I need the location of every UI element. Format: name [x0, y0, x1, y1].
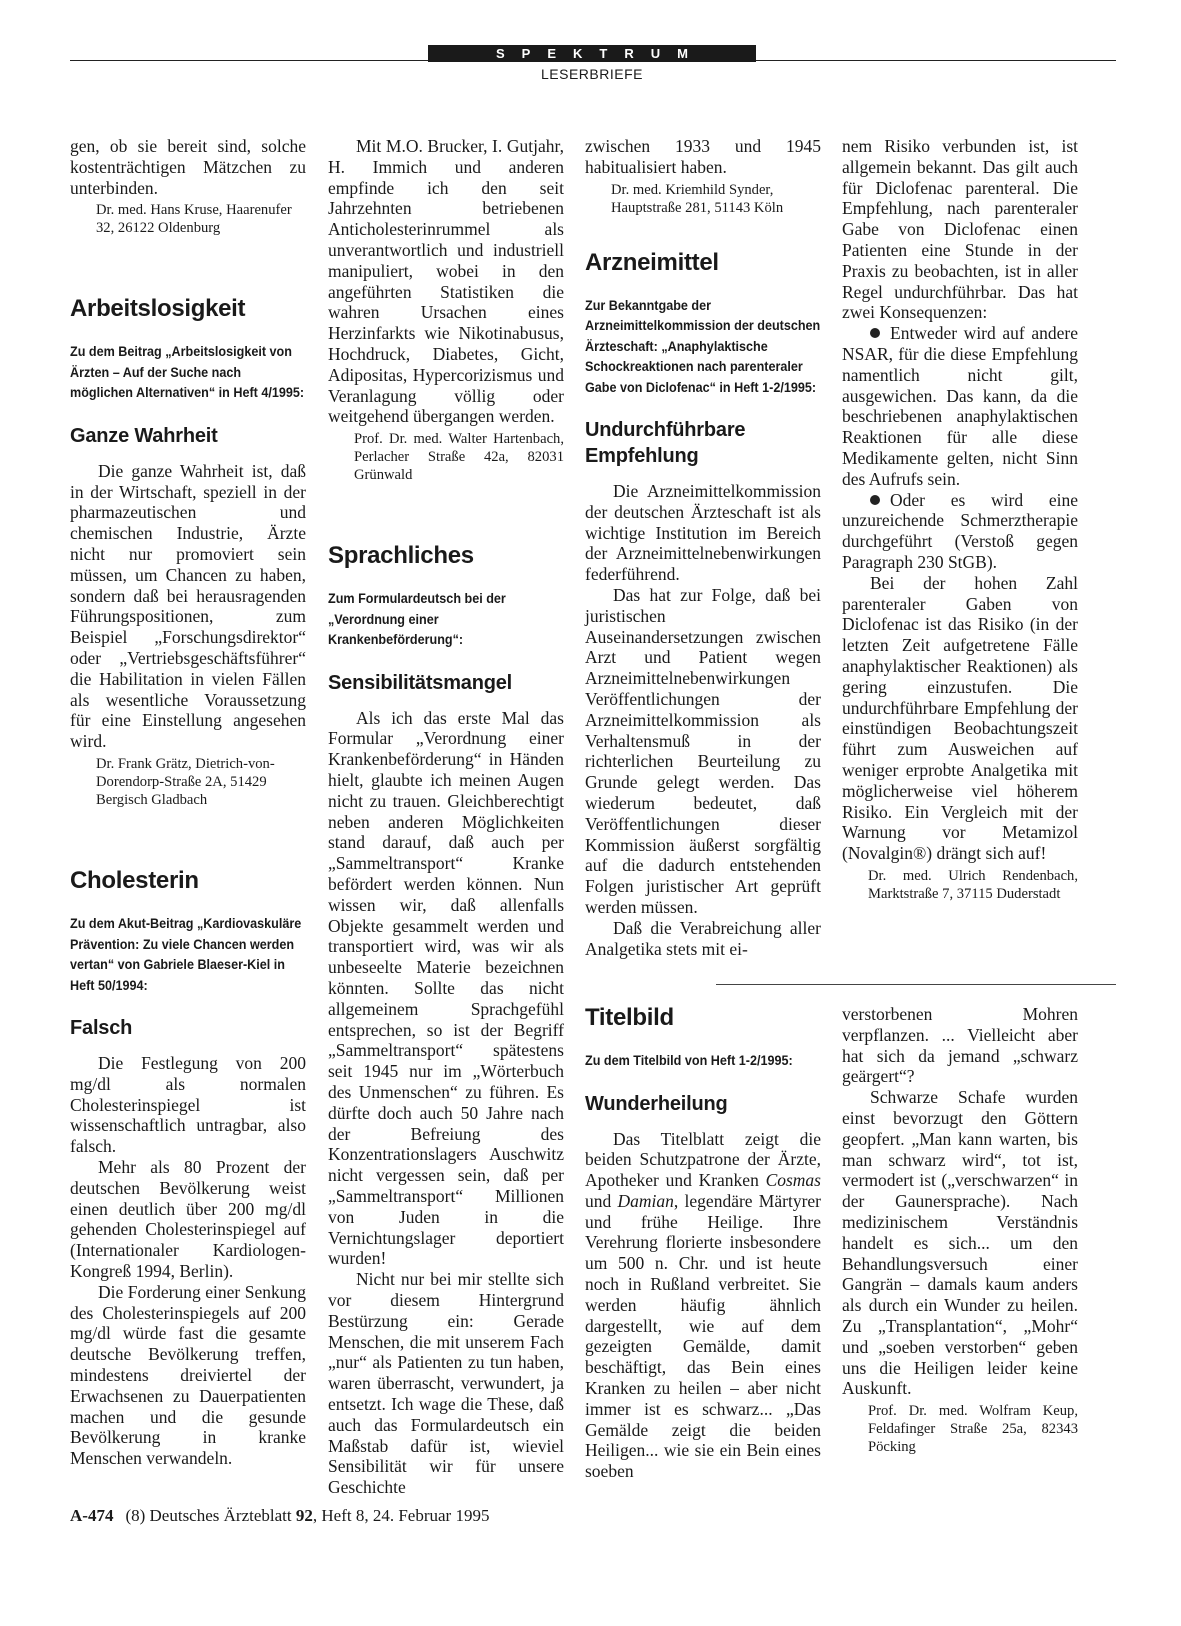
article-reference: Zum Formulardeutsch bei der „Verordnung einer Krankenbeförderung“: [328, 590, 506, 648]
article-reference: Zu dem Titelbild von Heft 1-2/1995: [585, 1052, 793, 1068]
letter-paragraph: Die Forderung einer Senkung des Cholesterinspiegels auf 200 mg/dl würde fast die gesamte deutsche Bevölkerung treffen, mindestens dreiviertel der Erwachsenen zu Dauerpatienten machen und die gesunde Bevölkerung in kranke Menschen verwandeln. [70, 1281, 306, 1469]
letter-paragraph: verstorbenen Mohren verpflanzen. ... Vielleicht aber hat sich da jemand „schwarz geärgert“? [842, 1004, 1078, 1087]
header-rule-right [756, 60, 1116, 61]
letter-paragraph: Als ich das erste Mal das Formular „Verordnung einer Krankenbeförderung“ in Händen hielt, glaubte ich meinen Augen nicht zu trauen. Gleichberechtigt neben anderen Möglichkeiten stand darauf, daß auch per „Sammeltransport“ Kranke befördert werden können. Nun wissen wir, daß allenfalls Objekte gesammelt werden und transportiert wird, was wir als unbeseelte Materie bezeichnen könnten. Sollte das nicht allgemeinem Sprachgefühl entsprechen, so ist der Begriff „Sammeltransport“ spätestens seit 1945 nur im „Wörterbuch des Unmenschen“ zu führen. Es dürfte doch auch 50 Jahre nach der Befreiung des Konzentrationslagers Auschwitz nicht vergessen sein, daß per „Sammeltransport“ Millionen von Juden in die Vernichtungslager deportiert wurden! [328, 707, 564, 1269]
text-continuation: zwischen 1933 und 1945 habitualisiert haben. [585, 136, 821, 177]
letter-signature: Dr. med. Kriemhild Synder, Hauptstraße 281, 51143 Köln [611, 181, 784, 216]
topic-heading: Sprachliches [328, 542, 474, 570]
header-rule-left [70, 60, 428, 61]
column-4-lower [842, 1004, 1078, 1456]
page-footer: A-474 (8) Deutsches Ärzteblatt 92, Heft 8, 24. Februar 1995 [70, 1506, 490, 1525]
article-reference: Zu dem Beitrag „Arbeitslosigkeit von Ärzten – Auf der Suche nach möglichen Alternativen“ in Heft 4/1995: [70, 343, 305, 401]
letter-paragraph: Das Titelblatt zeigt die beiden Schutzpatrone der Ärzte, Apotheker und Kranken Cosmas und Damian, legendäre Märtyrer und frühe Heilige. Ihre Verehrung florierte insbesondere um 500 n. Chr. und ist heute noch in Rußland verbreitet. Sie werden häufig ähnlich dargestellt, wie auf dem gezeigten Gemälde, damit beschäftigt, das Bein eines Kranken zu heilen – aber nicht immer ist es schwarz... „Das Gemälde zeigt die beiden Heiligen... wie sie ein Bein eines soeben [585, 1128, 822, 1482]
page-number: A-474 [70, 1506, 114, 1525]
letter-paragraph: Mit M.O. Brucker, I. Gutjahr, H. Immich und anderen empfinde ich den seit Jahrzehnten betriebenen Anticholesterinrummel als unverantwortlich und industriell manipuliert, wobei in den angeführten Statistiken die wahren Ursachen eines Herzinfarkts wie Nikotinabusus, Hochdruck, Diabetes, Gicht, Adipositas, Hypercorizismus und Veranlagung völlig oder weitgehend übergangen werden. [328, 136, 564, 427]
bullet-item: Oder es wird eine unzureichende Schmerztherapie durchgeführt (Verstoß gegen Paragraph 230 StGB). [842, 489, 1078, 572]
topic-heading: Cholesterin [70, 867, 199, 895]
article-reference: Zu dem Akut-Beitrag „Kardiovaskuläre Prävention: Zu viele Chancen werden vertan“ von Gabriele Blaeser-Kiel in Heft 50/1994: [70, 915, 302, 993]
letter-headline: Ganze Wahrheit [70, 424, 218, 447]
column-3 [585, 136, 821, 959]
topic-heading: Arzneimittel [585, 248, 719, 276]
bullet-icon [870, 328, 880, 338]
topic-heading: Titelbild [585, 1004, 674, 1031]
letter-paragraph: Schwarze Schafe wurden einst bevorzugt den Göttern geopfert. „Man kann warten, bis man schwarz wird“, tot ist, vermodert ist („verschwarzen“ in der Gaunersprache). Nach medizinischem Verständnis handelt es sich... um den Behandlungsversuch einer Gangrän – damals kaum anders als durch ein Wunder zu heilen. Zu „Transplantation“, „Mohr“ und „soeben verstorben“ geben uns die Heiligen leider keine Auskunft. [842, 1087, 1078, 1399]
letter-paragraph: Bei der hohen Zahl parenteraler Gaben von Diclofenac ist das Risiko (in der letzten Zeit aufgetretene Fälle anaphylaktischer Reaktionen) als gering einzustufen. Die undurchführbare Empfehlung der einstündigen Beobachtungszeit führt zum Ausweichen auf weniger erprobte Analgetika mit möglicherweise viel höherem Risiko. Ein Vergleich mit der Warnung vor Metamizol (Novalgin®) drängt sich auf! [842, 572, 1078, 864]
volume-number: 92 [295, 1506, 313, 1525]
letter-paragraph: Die ganze Wahrheit ist, daß in der Wirtschaft, speziell in der pharmazeutischen und chemischen Industrie, Ärzte nicht nur promoviert sein müssen, um Chancen zu haben, sondern daß bei herausragenden Führungspositionen, zum Beispiel „Forschungsdirektor“ oder „Vertriebsgeschäftsführer“ die Habilitation in vielen Fällen als wesentliche Voraussetzung für eine Einstellung angesehen wird. [70, 460, 306, 752]
letter-headline: Falsch [70, 1017, 133, 1040]
letter-signature: Prof. Dr. med. Walter Hartenbach, Perlacher Straße 42a, 82031 Grünwald [354, 431, 564, 484]
letter-paragraph: Mehr als 80 Prozent der deutschen Bevölkerung weist einen deutlich über 200 mg/dl gehenden Cholesterinspiegel auf (Internationaler Kardiologen-Kongreß 1994, Berlin). [70, 1157, 306, 1282]
column-2 [328, 136, 564, 1498]
saint-name: Cosmas [765, 1170, 821, 1191]
letter-paragraph: Daß die Verabreichung aller Analgetika stets mit ei- [585, 917, 821, 959]
topic-heading: Arbeitslosigkeit [70, 295, 246, 323]
letter-headline: Undurchführbare Empfehlung [585, 419, 746, 468]
letter-paragraph: Nicht nur bei mir stellte sich vor diesem Hintergrund Bestürzung ein: Gerade Menschen, die mit unserem Fach „nur“ als Patienten zu tun haben, waren überrascht, verwundert, ja entsetzt. Ich wage die These, daß auch das Formulardeutsch ein Maßstab dafür ist, wieviel Sensibilität wir für unsere Geschichte [328, 1269, 564, 1498]
column-4 [842, 136, 1078, 903]
letter-paragraph: Die Arzneimittelkommission der deutschen Ärzteschaft ist als wichtige Institution im Bereich der Arzneimittelnebenwirkungen federführend. [585, 481, 821, 585]
letter-paragraph: Die Festlegung von 200 mg/dl als normalen Cholesterinspiegel ist wissenschaftlich untragbar, also falsch. [70, 1053, 306, 1157]
text-continuation: nem Risiko verbunden ist, ist allgemein bekannt. Das gilt auch für Diclofenac parenteral. Die Empfehlung, nach parenteraler Gabe von Diclofenac einen Patienten eine Stunde in der Praxis zu beobachten, ist in aller Regel undurchführbar. Das hat zwei Konsequenzen: [842, 136, 1078, 323]
saint-name: Damian [617, 1190, 674, 1211]
text-continuation: gen, ob sie bereit sind, solche kostenträchtigen Mätzchen zu unterbinden. [70, 136, 306, 198]
page-header [0, 0, 1181, 120]
column-3-lower [585, 1004, 821, 1482]
letter-signature: Dr. Frank Grätz, Dietrich-von-Dorendorp-Straße 2A, 51429 Bergisch Gladbach [96, 756, 275, 809]
subsection-label: LESERBRIEFE [541, 66, 643, 82]
column-1 [70, 136, 306, 1469]
section-bar: SPEKTRUM [428, 45, 756, 62]
section-divider [716, 984, 1116, 985]
letter-signature: Dr. med. Ulrich Rendenbach, Marktstraße 7, 37115 Duderstadt [868, 867, 1078, 902]
bullet-icon [870, 495, 880, 505]
letter-headline: Wunderheilung [585, 1092, 728, 1115]
letter-signature: Dr. med. Hans Kruse, Haarenufer 32, 26122 Oldenburg [96, 202, 292, 237]
letter-signature: Prof. Dr. med. Wolfram Keup, Feldafinger Straße 25a, 82343 Pöcking [868, 1403, 1078, 1456]
letter-headline: Sensibilitätsmangel [328, 671, 513, 694]
bullet-item: Entweder wird auf andere NSAR, für die diese Empfehlung namentlich nicht gilt, ausgewichen. Das kann, da die beschriebenen anaphylaktischen Reaktionen für alle diese Medikamente gelten, nicht Sinn des Aufrufs sein. [842, 323, 1078, 489]
article-reference: Zur Bekanntgabe der Arzneimittelkommission der deutschen Ärzteschaft: „Anaphylaktische Schockreaktionen nach parenteraler Gabe von Diclofenac“ in Heft 1-2/1995: [585, 296, 821, 395]
letter-paragraph: Das hat zur Folge, daß bei juristischen Auseinandersetzungen zwischen Arzt und Patient wegen Arzneimittelnebenwirkungen Veröffentlichungen der Arzneimittelkommission als Verhaltensmuß in der richterlichen Beurteilung zu Grunde gelegt werden. Das wiederum bedeutet, daß Veröffentlichungen dieser Kommission äußerst sorgfältig auf die dadurch entstehenden Folgen juristischer Art geprüft werden müssen. [585, 585, 821, 918]
